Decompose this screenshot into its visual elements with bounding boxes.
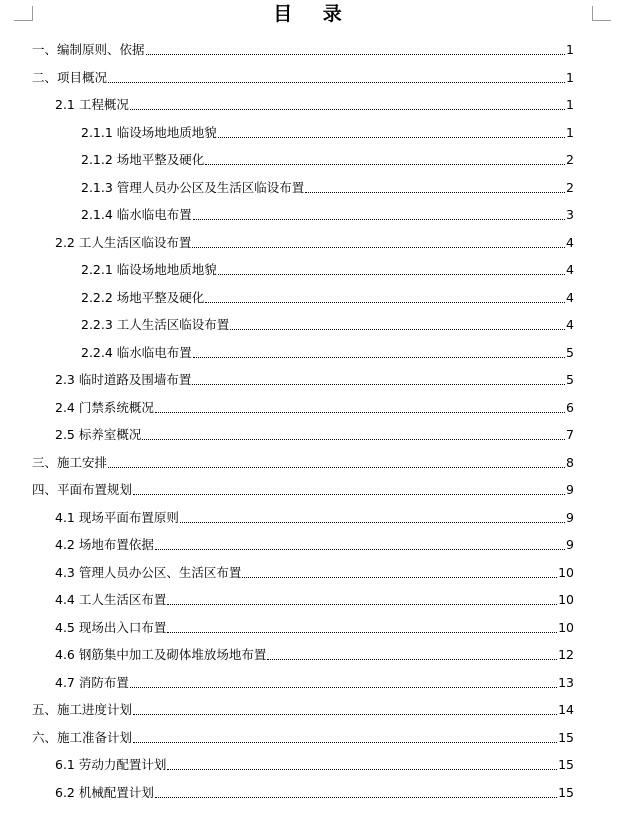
toc-leader [167,769,557,770]
toc-entry-label: 2.5 标养室概况 [55,427,142,442]
toc-entry[interactable] [55,781,574,801]
toc-entry-label: 三、施工安排 [32,454,108,470]
toc-entry-label: 五、施工进度计划 [32,702,133,717]
toc-entry-label: 六、施工准备计划 [32,729,133,745]
toc-leader [167,604,557,605]
toc-entry[interactable] [55,588,574,608]
toc-leader [192,384,565,385]
toc-entry-page: 7 [566,427,574,442]
toc-entry-label: 2.2.2 场地平整及硬化 [81,289,205,305]
toc-entry-label: 6.2 机械配置计划 [55,784,154,800]
toc-entry-label: 2.2.1 临设场地地质地貌 [81,262,217,277]
toc-entry-label: 2.1.3 管理人员办公区及生活区临设布置 [81,179,305,195]
toc-entry-page: 4 [566,262,574,277]
toc-entry-label: 2.1 工程概况 [55,97,129,112]
toc-entry[interactable] [55,396,574,416]
toc-leader [167,632,557,633]
toc-entry-page: 14 [558,702,574,717]
toc-entry-page: 12 [558,647,574,662]
toc-entry-label: 2.3 临时道路及围墙布置 [55,372,192,387]
toc-entry[interactable] [55,423,574,443]
toc-entry-page: 5 [566,372,574,387]
toc-entry-label: 一、编制原则、依据 [32,42,145,57]
toc-leader [155,549,565,550]
toc-leader [108,467,565,468]
toc-entry-page: 10 [558,592,574,607]
toc-entry[interactable] [32,451,574,471]
toc-entry[interactable] [55,753,574,773]
toc-entry-page: 13 [558,674,574,690]
toc-leader [193,219,565,220]
toc-entry[interactable] [55,533,574,553]
toc-entry-page: 15 [558,729,574,745]
toc-entry-label: 4.3 管理人员办公区、生活区布置 [55,564,242,580]
toc-leader [142,439,565,440]
toc-leader [218,274,565,275]
toc-entry[interactable] [32,38,574,58]
toc-entry-page: 1 [566,42,574,57]
toc-leader [146,54,566,55]
toc-entry-page: 6 [566,399,574,415]
toc-entry-label: 6.1 劳动力配置计划 [55,757,167,772]
toc-entry[interactable] [55,561,574,581]
toc-entry-label: 4.6 钢筋集中加工及砌体堆放场地布置 [55,647,267,662]
toc-leader [133,742,557,743]
toc-entry[interactable] [81,313,574,333]
toc-entry[interactable] [55,643,574,663]
toc-entry-label: 2.2.3 工人生活区临设布置 [81,317,230,332]
toc-leader [180,522,565,523]
toc-leader [108,82,565,83]
toc-entry-label: 2.1.1 临设场地地质地貌 [81,124,217,140]
toc-entry[interactable] [55,368,574,388]
toc-leader [193,357,565,358]
toc-leader [242,577,557,578]
toc-title: 目 录 [273,3,354,25]
toc-entry-label: 2.4 门禁系统概况 [55,399,154,415]
toc-entry[interactable] [32,726,574,746]
toc-entry-page: 10 [558,564,574,580]
toc-leader [230,329,565,330]
toc-entry-label: 四、平面布置规划 [32,482,133,497]
toc-entry[interactable] [55,506,574,526]
toc-entry-label: 4.1 现场平面布置原则 [55,509,179,525]
toc-leader [205,164,565,165]
toc-entry-page: 1 [566,69,574,85]
toc-leader [133,714,557,715]
toc-entry-page: 9 [566,482,574,497]
toc-leader [133,494,565,495]
toc-entry-page: 2 [566,152,574,167]
toc-entry-page: 15 [558,784,574,800]
toc-leader [155,412,565,413]
toc-entry-page: 5 [566,344,574,360]
toc-entry-page: 8 [566,454,574,470]
toc-entry-label: 二、项目概况 [32,69,108,85]
toc-entry[interactable] [81,148,574,168]
toc-entry[interactable] [55,231,574,251]
toc-entry-page: 9 [566,509,574,525]
toc-entry-page: 2 [566,179,574,195]
toc-entry[interactable] [81,258,574,278]
toc-entry[interactable] [81,176,574,196]
toc-entry-label: 4.5 现场出入口布置 [55,619,167,635]
toc-entry-page: 15 [558,757,574,772]
toc-entry-page: 3 [566,207,574,222]
toc-entry-page: 1 [566,97,574,112]
toc-entry-label: 4.2 场地布置依据 [55,537,154,552]
toc-entry[interactable] [55,93,574,113]
toc-leader [218,137,565,138]
toc-entry-page: 4 [566,289,574,305]
toc-leader [130,687,557,688]
toc-leader [205,302,565,303]
toc-entry[interactable] [81,286,574,306]
toc-leader [130,109,565,110]
toc-entry-label: 2.1.2 场地平整及硬化 [81,152,205,167]
toc-entry[interactable] [32,66,574,86]
toc-entry-page: 1 [566,124,574,140]
toc-leader [192,247,565,248]
toc-leader [267,659,557,660]
toc-entry-page: 10 [558,619,574,635]
toc-entry[interactable] [81,341,574,361]
toc-entry-page: 9 [566,537,574,552]
toc-entry[interactable] [81,203,574,223]
toc-entry-page: 4 [566,317,574,332]
toc-entry-label: 2.2.4 临水临电布置 [81,344,192,360]
toc-leader [305,192,565,193]
toc-entry[interactable] [55,671,574,691]
toc-entry[interactable] [32,698,574,718]
toc-entry[interactable] [81,121,574,141]
toc-entry[interactable] [32,478,574,498]
toc-entry-label: 4.4 工人生活区布置 [55,592,167,607]
toc-entry-label: 2.2 工人生活区临设布置 [55,234,192,250]
toc-entry-label: 4.7 消防布置 [55,674,129,690]
toc-entry-page: 4 [566,234,574,250]
toc-leader [155,797,557,798]
toc-entry[interactable] [55,616,574,636]
toc-entry-label: 2.1.4 临水临电布置 [81,207,192,222]
